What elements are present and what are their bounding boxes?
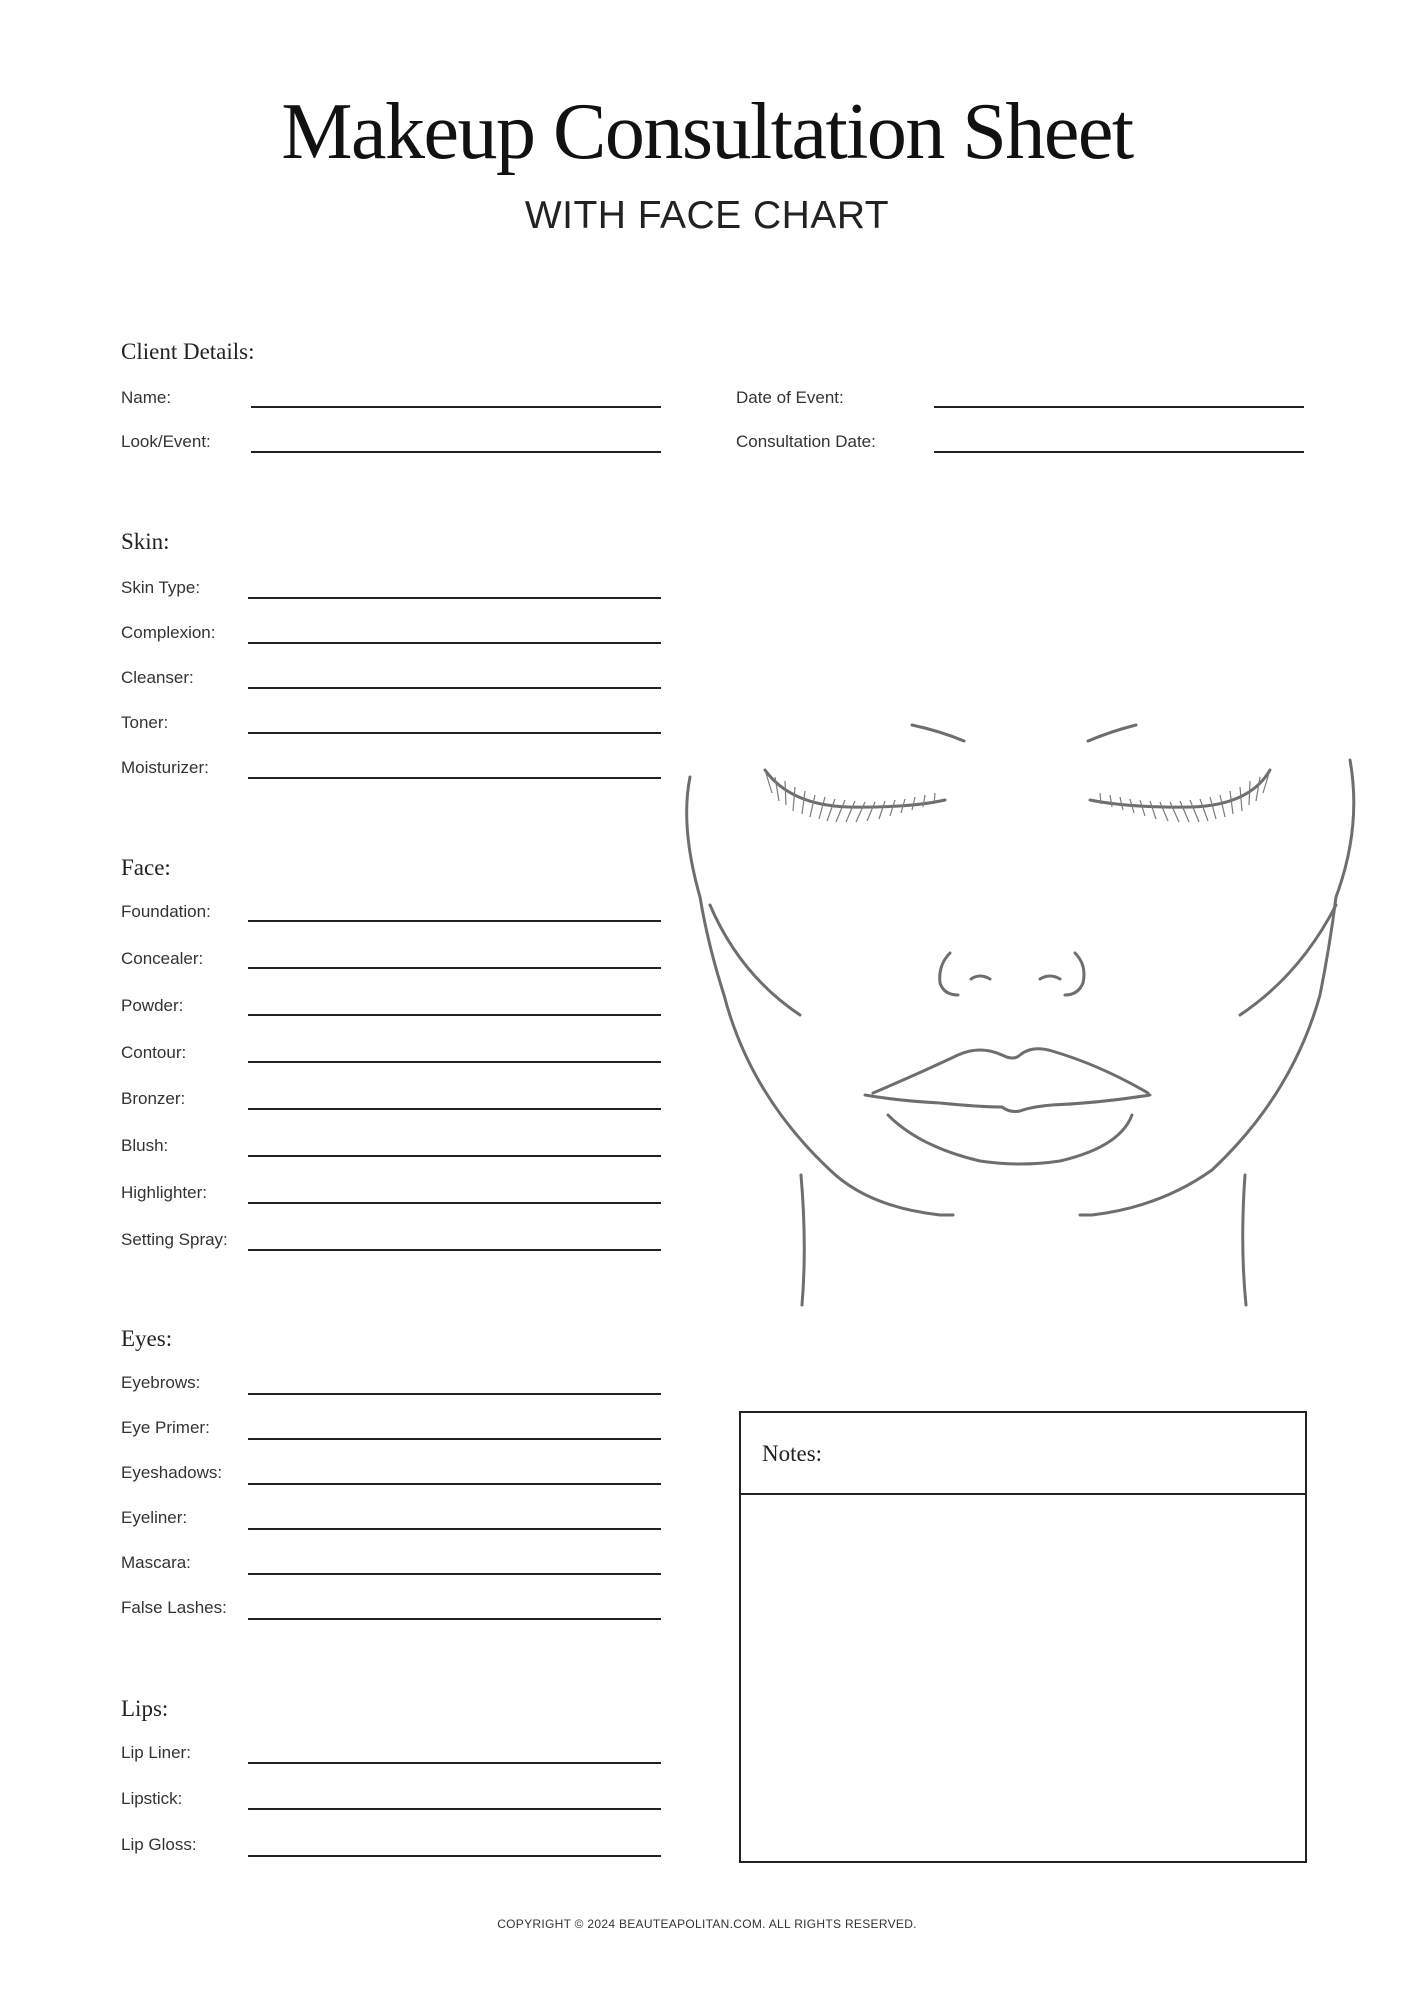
highlighter-label: Highlighter: — [121, 1183, 207, 1202]
left-eyebrow — [912, 725, 964, 741]
right-neck-line — [1243, 1175, 1246, 1305]
left-eyelashes — [765, 770, 935, 822]
lip-liner-field[interactable] — [248, 1762, 661, 1764]
upper-lip — [873, 1049, 1148, 1093]
face-chart-illustration — [680, 715, 1360, 1315]
left-face-contour — [687, 777, 953, 1215]
date-of-event-label: Date of Event: — [736, 388, 844, 407]
powder-label: Powder: — [121, 996, 184, 1015]
lip-line — [865, 1095, 1150, 1112]
complexion-field[interactable] — [248, 642, 661, 644]
page-title: Makeup Consultation Sheet — [281, 88, 1133, 176]
page-subtitle: WITH FACE CHART — [524, 194, 890, 237]
eyes-heading: Eyes: — [121, 1326, 173, 1351]
eyebrows-field[interactable] — [248, 1393, 661, 1395]
blush-field[interactable] — [248, 1155, 661, 1157]
name-label: Name: — [121, 388, 172, 407]
client-details-heading: Client Details: — [121, 339, 255, 364]
notes-label: Notes: — [762, 1441, 823, 1466]
lip-liner-label: Lip Liner: — [121, 1743, 191, 1762]
lower-lip — [888, 1115, 1132, 1164]
highlighter-field[interactable] — [248, 1202, 661, 1204]
eye-primer-field[interactable] — [248, 1438, 661, 1440]
look-event-label: Look/Event: — [121, 432, 211, 451]
moisturizer-field[interactable] — [248, 777, 661, 779]
notes-box[interactable] — [739, 1411, 1307, 1863]
concealer-field[interactable] — [248, 967, 661, 969]
lip-gloss-label: Lip Gloss: — [121, 1835, 197, 1854]
eyeliner-field[interactable] — [248, 1528, 661, 1530]
skin-type-field[interactable] — [248, 597, 661, 599]
mascara-field[interactable] — [248, 1573, 661, 1575]
nose-left-side — [940, 953, 958, 995]
eyeshadows-label: Eyeshadows: — [121, 1463, 223, 1482]
right-face-contour — [1080, 760, 1354, 1215]
cleanser-field[interactable] — [248, 687, 661, 689]
bronzer-field[interactable] — [248, 1108, 661, 1110]
right-eyebrow — [1088, 725, 1136, 741]
false-lashes-field[interactable] — [248, 1618, 661, 1620]
complexion-label: Complexion: — [121, 623, 216, 642]
blush-label: Blush: — [121, 1136, 169, 1155]
mascara-label: Mascara: — [121, 1553, 191, 1572]
setting-spray-label: Setting Spray: — [121, 1230, 228, 1249]
right-cheek-line — [1240, 905, 1336, 1015]
eye-primer-label: Eye Primer: — [121, 1418, 210, 1437]
contour-label: Contour: — [121, 1043, 187, 1062]
setting-spray-field[interactable] — [248, 1249, 661, 1251]
lip-gloss-field[interactable] — [248, 1855, 661, 1857]
moisturizer-label: Moisturizer: — [121, 758, 209, 777]
nose-right-nostril — [1040, 976, 1060, 979]
eyeliner-label: Eyeliner: — [121, 1508, 188, 1527]
lipstick-label: Lipstick: — [121, 1789, 183, 1808]
left-neck-line — [801, 1175, 804, 1305]
cleanser-label: Cleanser: — [121, 668, 194, 687]
skin-heading: Skin: — [121, 529, 170, 554]
toner-field[interactable] — [248, 732, 661, 734]
lips-heading: Lips: — [121, 1696, 169, 1721]
nose-right-side — [1065, 953, 1084, 995]
lipstick-field[interactable] — [248, 1808, 661, 1810]
name-field[interactable] — [251, 406, 661, 408]
date-of-event-field[interactable] — [934, 406, 1304, 408]
eyeshadows-field[interactable] — [248, 1483, 661, 1485]
contour-field[interactable] — [248, 1061, 661, 1063]
false-lashes-label: False Lashes: — [121, 1598, 227, 1617]
skin-type-label: Skin Type: — [121, 578, 201, 597]
consultation-date-field[interactable] — [934, 451, 1304, 453]
foundation-label: Foundation: — [121, 902, 211, 921]
consultation-date-label: Consultation Date: — [736, 432, 876, 451]
notes-header — [741, 1413, 1305, 1495]
bronzer-label: Bronzer: — [121, 1089, 186, 1108]
concealer-label: Concealer: — [121, 949, 204, 968]
powder-field[interactable] — [248, 1014, 661, 1016]
foundation-field[interactable] — [248, 920, 661, 922]
copyright-footer: COPYRIGHT © 2024 BEAUTEAPOLITAN.COM. ALL RIGHTS RESERVED. — [497, 1917, 917, 1931]
toner-label: Toner: — [121, 713, 169, 732]
nose-left-nostril — [971, 976, 990, 979]
look-event-field[interactable] — [251, 451, 661, 453]
face-heading: Face: — [121, 855, 171, 880]
eyebrows-label: Eyebrows: — [121, 1373, 201, 1392]
